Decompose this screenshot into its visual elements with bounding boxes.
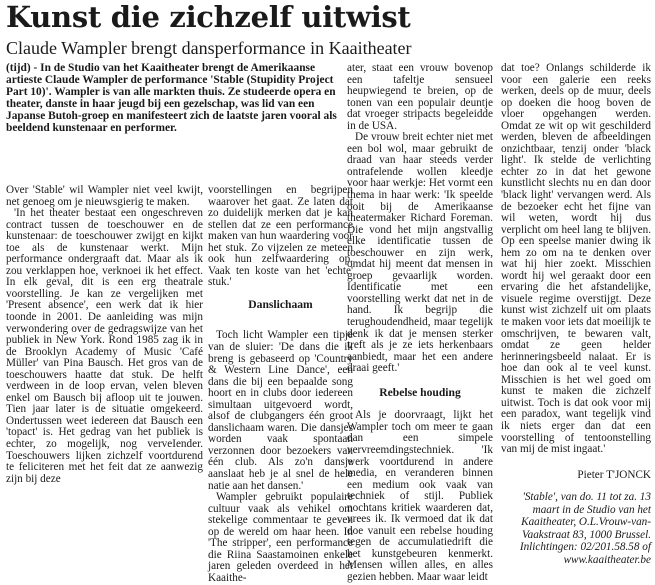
body-paragraph: 'In het theater bestaat een ongeschreven contract tussen de toeschouwer en de kunstenaar: de toeschouwer zwijgt en kijkt toe als de kunstenaar werkt. Mijn performance ondergraaft dat. Maar als ik zou verklappen hoe, verknoei ik het effect. In elk geval, dit is een erg theatrale voorstelling. Je kan ze vergelijken met 'Present absence', een werk dat ik hier toonde in 2001. De aanleiding was mijn verwondering over de gedragswijze van het publiek in New York. Rond 1985 zag ik in de Brooklyn Academy of Music 'Café Müller' van Pina Bausch. Het gros van de toeschouwers haatte dat stuk. De helft verdween in de loop ervan, velen bleven enkel om Bausch bij afloop uit te jouwen. Tien jaar later is de situatie omgekeerd. Ondertussen weet iedereen dat Bausch een 'topact' is. Het gedrag van het publiek is echter, zo mogelijk, nog verveIender. Toeschouwers lijken zichzelf voortdurend te feliciteren met het feit dat ze aanwezig zijn bij deze <box>6 207 203 485</box>
performance-info: 'Stable', van do. 11 tot za. 13 maart in de Studio van het Kaaitheater, O.L.Vrouw-van-Vaakstraat 83, 1000 Brussel. Inlichtingen: 02/201.58.58 of www.kaaitheater.be <box>519 491 651 566</box>
section-subtitle: Rebelse houding <box>379 385 461 399</box>
author-byline: Pieter T'JONCK <box>577 468 651 481</box>
column-2 <box>208 185 353 585</box>
body-paragraph: dat toe? Onlangs schilderde ik voor een galerie een reeks werken, deels op de muur, deels op doeken die hoog boven de vloer opgehangen werden. Omdat ze wit op wit geschilderd werden, bleven de afbeeldingen onzichtbaar, tenzij onder 'black light'. Ik stelde de verlichting echter zo in dat het gewone kunstlicht slechts nu en dan door 'black light' vervangen werd. Als de bezoeker echt het fijne van wil weten, wordt hij dus verplicht om heel lang te blijven. Op een speelse manier dwing ik hem zo om na te denken over wat hij hier zoekt. Misschien wordt hij wel geraakt door een ervaring die het afstandelijke, visuele regime overstijgt. Deze kunst wist zichzelf uit om plaats te maken voor iets dat moeilijk te omschrijven, te bewaren valt, omdat ze geen helder herinneringsbeeld nalaat. Er is hoe dan ook al te veel kunst. Misschien is het wel goed om kunst te maken die zichzelf uitwist. Toch is dat ook voor mij een paradox, want tegelijk vind ik niets erger dan dat een voorstelling of tentoonstelling van mij de mist ingaat.' <box>501 62 651 456</box>
subheadline: Claude Wampler brengt dansperformance in Kaaitheater <box>6 38 412 58</box>
body-paragraph: Als je doorvraagt, lijkt het Wampler toch om meer te gaan dan een simpele vervreemdingstechniek. 'Ik werk voortdurend in andere media, en veranderen binnen een medium ook vaak van techniek of stijl. Publiek nochtans kritiek waarderen dat, vrees ik. Ik vermoed dat ik dat doe vanuit een rebelse houding tegen de accumulatiedrift die het kunstgebeuren kenmerkt. Mensen willen alles, en alles gezien hebben. Maar waar leidt <box>347 409 493 583</box>
column-1 <box>6 185 203 485</box>
column-4 <box>501 63 651 566</box>
body-paragraph: Wampler gebruikt populaire cultuur vaak als vehikel om stekelige commentaar te geven op de wereld om haar heen. In 'The stripper', een performance die Riina Saastamoinen enkele jaren geleden overdeed in het Kaaithe- <box>208 491 353 584</box>
headline: Kunst die zichzelf uitwist <box>6 0 411 34</box>
lead-paragraph: (tijd) - In de Studio van het Kaaitheater brengt de Amerikaanse artieste Claude Wampler de performance 'Stable (Stupidity Project Part 10)'. Wampler is van alle markten thuis. Ze studeerde opera en theater, danste in haar jeugd bij een gezelschap, was lid van een Japanse Butoh-groep en manifesteert zich de laatste jaren vooral als beeldend kunstenaar en performer. <box>6 62 337 134</box>
body-paragraph: Toch licht Wampler een tipje van de sluier: 'De dans die ik breng is gebaseerd op 'Country & Western Line Dance', een dans die bij een bepaalde song hoort en in clubs door iedereen simultaan uitgevoerd wordt, alsof de clubgangers één groot danslichaam waren. Die dansjes worden vaak spontaan verzonnen door bezoekers van één club. Als zo'n dansje aanslaat heb je al snel de hele natie aan het dansen.' <box>208 329 353 492</box>
body-paragraph: Over 'Stable' wil Wampler niet veel kwijt, net genoeg om je nieuwsgierig te maken. <box>6 184 203 208</box>
section-subtitle: Danslichaam <box>248 297 313 311</box>
column-3 <box>347 63 493 584</box>
body-paragraph: De vrouw breit echter niet met een bol wol, maar gebruikt de draad van haar steeds verder ontrafelende wollen kleedje voor haar werkje: Het vormt een thema in haar werk: 'Ik speelde ooit bij de Amerikaanse theatermaker Richard Foreman. Die vond het mijn angstvallig elke identificatie tussen de toeschouwer en zijn werk, omdat hij meent dat mensen in groep gevaarlijk worden. Identificatie met een voorstelling werkt dat net in de hand. Ik begrijp die terughoudendheid, maar tegelijk denk ik dat je mensen sterker treft als je ze iets herkenbaars aanbiedt, maar het een andere draai geeft.' <box>347 131 493 375</box>
body-paragraph: ater, staat een vrouw bovenop een tafeltje sensueel heupwiegend te breien, op de tonen van een populair deuntje dat vroeger stripacts begeleidde in de USA. <box>347 62 493 132</box>
body-paragraph: voorstellingen en begrijpen waarover het gaat. Ze laten dat zo duidelijk merken dat je kan stellen dat ze een performance maken van hun waardering voor het stuk. Zo vijzelen ze meteen ook hun zelfwaardering op. Vaak ten koste van het 'echte' stuk.' <box>208 184 353 289</box>
